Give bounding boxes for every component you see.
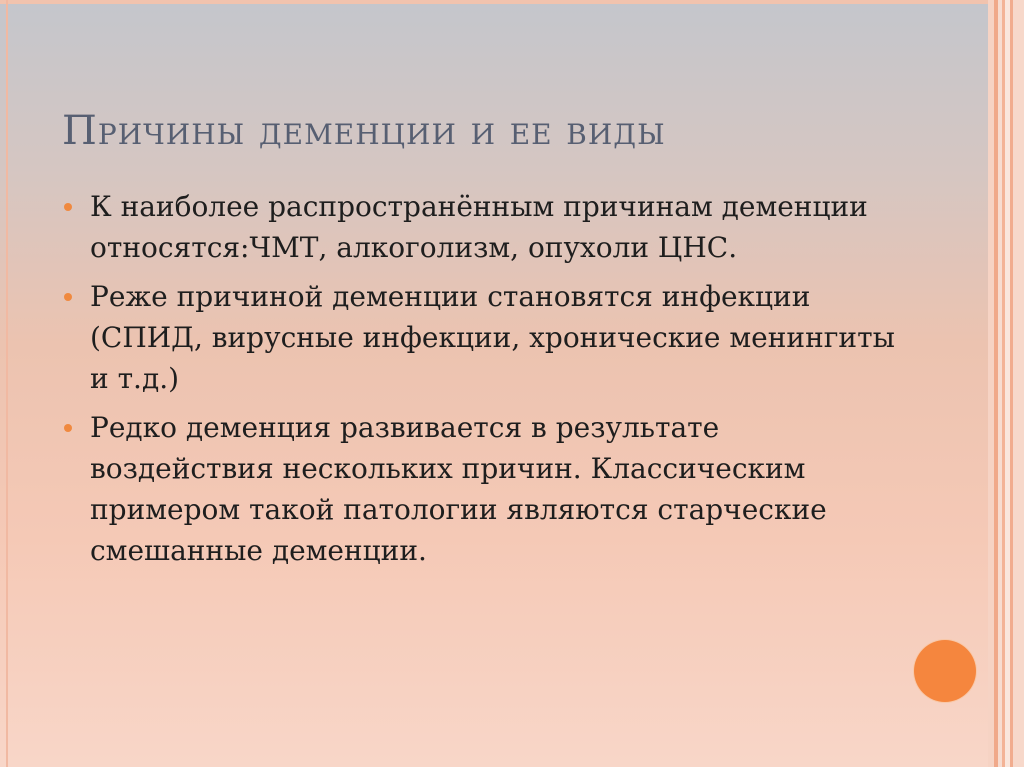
bullet-item: [62, 407, 902, 571]
bullet-list: [62, 186, 902, 579]
bullet-dot-icon: [64, 293, 72, 301]
bullet-item: [62, 186, 902, 268]
bullet-text: К наиболее распространённым причинам деменции относятся:ЧМТ, алкоголизм, опухоли ЦНС.: [90, 190, 868, 264]
slide-title: Причины деменции и ее виды: [62, 108, 666, 154]
bullet-dot-icon: [64, 203, 72, 211]
bullet-item: [62, 276, 902, 399]
bullet-text: Редко деменция развивается в результате воздействия нескольких причин. Классическим примером такой патологии являются старческие смешанные деменции.: [90, 411, 827, 567]
bullet-dot-icon: [64, 424, 72, 432]
decorative-stripes: [988, 0, 1024, 767]
bullet-text: Реже причиной деменции становятся инфекции (СПИД, вирусные инфекции, хронические менингиты и т.д.): [90, 280, 895, 395]
slide-top-border: [0, 0, 1024, 4]
decorative-circle-icon: [914, 640, 976, 702]
slide-left-border: [6, 0, 8, 767]
